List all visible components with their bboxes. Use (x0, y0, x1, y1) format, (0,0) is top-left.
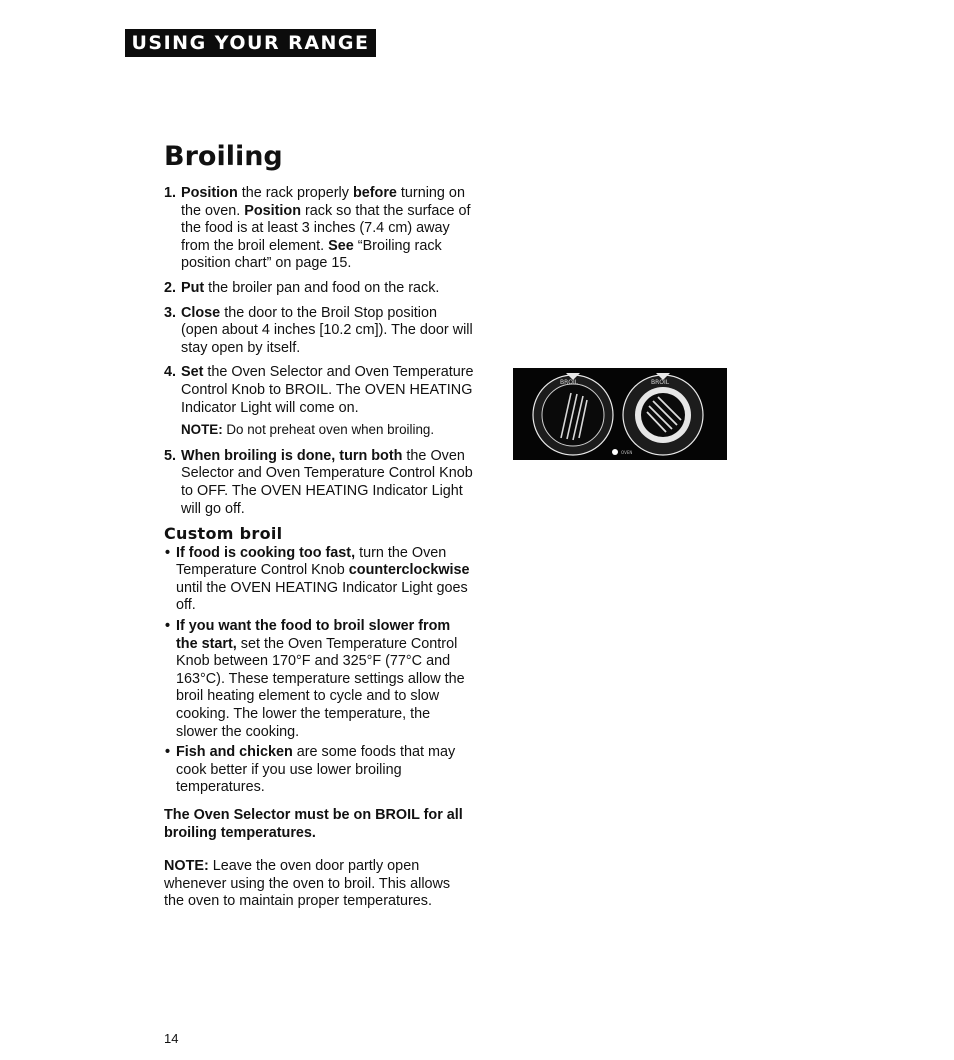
indicator-light (612, 449, 618, 455)
custom-broil-heading: Custom broil (164, 524, 283, 544)
custom-broil-item (164, 618, 474, 741)
step-number: 4. (164, 364, 177, 381)
bullet-dot: • (165, 744, 171, 761)
custom-broil-item (164, 545, 474, 615)
body-text: turn the Oven Temperature Control Knob (176, 544, 447, 579)
bold-text: Set (181, 364, 204, 381)
step-item (164, 448, 474, 518)
body-text: “Broiling rack position chart” on page 15. (181, 237, 442, 272)
step-number: 5. (164, 447, 177, 464)
body-text: set the Oven Temperature Control Knob between 170°F and 325°F (77°C and 163°C). These temperature settings allow the broil heating element to cycle and to slow cooking. The lower the temperature, the slower the cooking. (176, 635, 465, 740)
body-text: the Oven Selector and Oven Temperature Control Knob to OFF. The OVEN HEATING Indicator Light will go off. (181, 447, 473, 517)
body-text: the Oven Selector and Oven Temperature Control Knob to BROIL. The OVEN HEATING Indicator Light will come on. (181, 364, 474, 416)
bold-text: Put (181, 279, 205, 296)
left-knob-label: BROIL (560, 379, 579, 386)
step-item (164, 364, 474, 417)
bold-text: before (352, 185, 397, 201)
note-label: NOTE: (181, 422, 223, 438)
door-note-label: NOTE: (164, 858, 209, 875)
body-text: the broiler pan and food on the rack. (204, 279, 440, 296)
control-knobs-image (513, 368, 727, 460)
step-number: 2. (164, 279, 177, 296)
bold-text: Fish and chicken (176, 744, 293, 761)
bold-text: Position (244, 202, 301, 219)
bold-text: Close (181, 304, 221, 321)
body-text: the rack properly (237, 185, 353, 201)
body-text: the door to the Broil Stop position (open about 4 inches [10.2 cm]). The door will stay open by itself. (181, 304, 473, 356)
bold-text: Position (181, 185, 238, 201)
door-note (164, 858, 474, 911)
door-note-text: Leave the oven door partly open whenever using the oven to broil. This allows the oven to maintain proper temperatures. (164, 858, 451, 910)
step-item (164, 280, 474, 298)
bold-text: If food is cooking too fast, (176, 544, 356, 561)
step-item (164, 185, 474, 273)
bold-text: counterclockwise (348, 562, 470, 579)
body-text: until the OVEN HEATING Indicator Light goes off. (176, 579, 468, 614)
custom-broil-list (164, 545, 474, 797)
body-text: are some foods that may cook better if you use lower broiling temperatures. (176, 744, 456, 796)
custom-broil-item (164, 744, 474, 797)
indicator-label: OVEN (621, 450, 633, 455)
page-title: Broiling (164, 141, 283, 172)
main-column (164, 185, 474, 911)
right-knob-label: BROIL (651, 379, 670, 386)
bullet-dot: • (165, 618, 171, 635)
section-banner: USING YOUR RANGE (125, 29, 376, 57)
final-step (164, 448, 474, 518)
note-text: Do not preheat oven when broiling. (222, 422, 435, 438)
selector-note (164, 807, 474, 842)
bold-text: When broiling is done, turn both (181, 447, 403, 464)
step-number: 3. (164, 304, 177, 321)
bullet-dot: • (165, 544, 171, 561)
bold-text: If you want the food to broil slower from the start, (176, 618, 451, 652)
page-number: 14 (164, 1031, 179, 1046)
body-text: rack so that the surface of the food is at least 3 inches (7.4 cm) away from the broil element. (181, 202, 471, 254)
body-text: turning on the oven. (181, 185, 465, 219)
step-item (164, 305, 474, 358)
steps-list (164, 185, 474, 417)
bold-text: See (328, 237, 354, 254)
preheat-note (181, 421, 474, 439)
step-number: 1. (164, 185, 177, 201)
knobs-illustration (513, 368, 727, 460)
selector-note-text: The Oven Selector must be on BROIL for all broiling temperatures. (164, 807, 463, 841)
